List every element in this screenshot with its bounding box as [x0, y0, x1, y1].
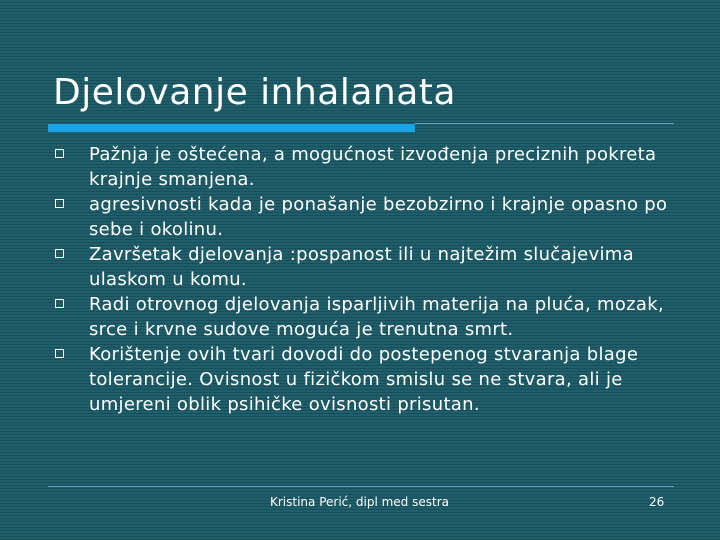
bullet-text: agresivnosti kada je ponašanje bezobzirno i krajnje opasno po sebe i okolinu. — [89, 194, 668, 240]
bullet-text: Završetak djelovanja :pospanost ili u najtežim slučajevima ulaskom u komu. — [89, 244, 634, 290]
bullet-item — [55, 342, 685, 417]
bullet-item — [55, 142, 685, 192]
title-divider — [415, 123, 674, 124]
hollow-square-icon — [55, 199, 64, 208]
hollow-square-icon — [55, 349, 64, 358]
hollow-square-icon — [55, 149, 64, 158]
bullet-list — [55, 142, 685, 417]
bullet-item — [55, 242, 685, 292]
hollow-square-icon — [55, 299, 64, 308]
footer-author: Kristina Perić, dipl med sestra — [270, 495, 449, 509]
slide-title: Djelovanje inhalanata — [53, 72, 456, 113]
bullet-text: Radi otrovnog djelovanja isparljivih materija na pluća, mozak, srce i krvne sudove moguća je trenutna smrt. — [89, 294, 664, 340]
bullet-item — [55, 192, 685, 242]
page-number: 26 — [649, 495, 665, 509]
title-accent-bar — [48, 124, 415, 132]
bullet-item — [55, 292, 685, 342]
footer-divider — [48, 486, 674, 487]
bullet-text: Korištenje ovih tvari dovodi do postepenog stvaranja blage tolerancije. Ovisnost u fizičkom smislu se ne stvara, ali je umjereni oblik psihičke ovisnosti prisutan. — [89, 344, 639, 415]
bullet-text: Pažnja je oštećena, a mogućnost izvođenja preciznih pokreta krajnje smanjena. — [89, 144, 657, 190]
hollow-square-icon — [55, 249, 64, 258]
